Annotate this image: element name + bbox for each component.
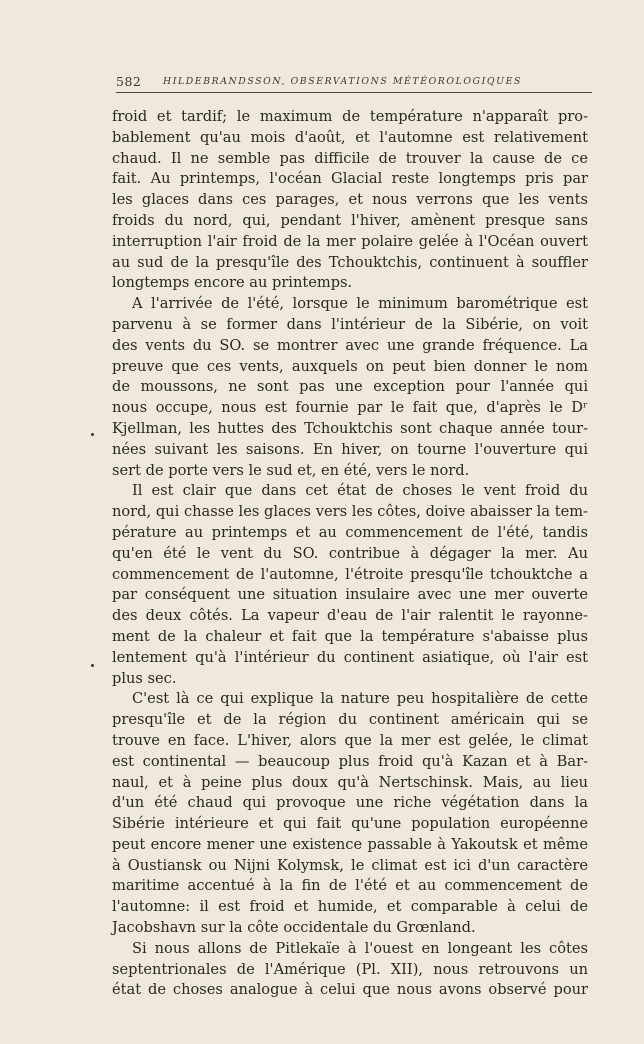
- text-line: est continental — beaucoup plus froid qu'à Kazan et à Bar-: [112, 752, 588, 770]
- text-line: lentement qu'à l'intérieur du continent asiatique, où l'air est: [112, 648, 588, 666]
- header-rule: [116, 92, 592, 93]
- text-line: ment de la chaleur et fait que la température s'abaisse plus: [112, 627, 588, 645]
- margin-mark: [91, 433, 94, 436]
- text-line: interruption l'air froid de la mer polaire gelée à l'Océan ouvert: [112, 232, 588, 250]
- text-line: état de choses analogue à celui que nous avons observé pour: [112, 981, 588, 999]
- text-line: par conséquent une situation insulaire avec une mer ouverte: [112, 586, 588, 604]
- text-line: au sud de la presqu'île des Tchouktchis, continuent à souffler: [112, 253, 588, 271]
- text-line: bablement qu'au mois d'août, et l'automne est relativement: [112, 128, 588, 146]
- page-header: [116, 74, 592, 90]
- text-line: Il est clair que dans cet état de choses le vent froid du: [132, 482, 588, 500]
- text-line: des vents du SO. se montrer avec une grande fréquence. La: [112, 336, 588, 354]
- running-head: HILDEBRANDSSON, OBSERVATIONS MÉTÉOROLOGIQUES: [163, 76, 522, 87]
- text-line: peut encore mener une existence passable à Yakoutsk et même: [112, 835, 588, 853]
- text-line: l'automne: il est froid et humide, et comparable à celui de: [112, 898, 588, 916]
- text-line: froid et tardif; le maximum de température n'apparaît pro-: [112, 108, 588, 125]
- text-line: des deux côtés. La vapeur d'eau de l'air ralentit le rayonne-: [112, 607, 588, 625]
- page-number: 582: [116, 74, 142, 89]
- text-line: sert de porte vers le sud et, en été, vers le nord.: [112, 461, 470, 479]
- text-line: plus sec.: [112, 669, 177, 687]
- text-line: longtemps encore au printemps.: [112, 274, 353, 292]
- text-line: C'est là ce qui explique la nature peu hospitalière de cette: [132, 690, 588, 708]
- text-line: naul, et à peine plus doux qu'à Nertschinsk. Mais, au lieu: [112, 773, 588, 791]
- text-line: Sibérie intérieure et qui fait qu'une population européenne: [112, 815, 588, 833]
- text-line: les glaces dans ces parages, et nous verrons que les vents: [112, 191, 588, 209]
- text-line: nous occupe, nous est fournie par le fait que, d'après le Dʳ: [112, 399, 588, 417]
- text-line: Si nous allons de Pitlekaïe à l'ouest en longeant les côtes: [132, 939, 588, 957]
- text-line: de moussons, ne sont pas une exception pour l'année qui: [112, 378, 588, 396]
- text-line: nord, qui chasse les glaces vers les côtes, doive abaisser la tem-: [112, 503, 588, 521]
- text-line: à Oustiansk ou Nijni Kolymsk, le climat est ici d'un caractère: [112, 856, 588, 874]
- text-line: septentrionales de l'Amérique (Pl. XII), nous retrouvons un: [112, 960, 588, 978]
- text-line: Kjellman, les huttes des Tchouktchis sont chaque année tour-: [112, 419, 588, 437]
- text-line: maritime accentué à la fin de l'été et au commencement de: [112, 877, 588, 895]
- text-line: parvenu à se former dans l'intérieur de la Sibérie, on voit: [112, 315, 588, 333]
- text-line: trouve en face. L'hiver, alors que la mer est gelée, le climat: [112, 731, 588, 749]
- margin-mark: [91, 664, 94, 667]
- text-line: froids du nord, qui, pendant l'hiver, amènent presque sans: [112, 211, 588, 229]
- body-text: [112, 107, 588, 1001]
- text-line: commencement de l'automne, l'étroite presqu'île tchouktche a: [112, 565, 588, 583]
- text-line: nées suivant les saisons. En hiver, on tourne l'ouverture qui: [112, 440, 588, 458]
- text-line: presqu'île et de la région du continent américain qui se: [112, 711, 588, 729]
- text-line: d'un été chaud qui provoque une riche végétation dans la: [112, 794, 588, 812]
- text-line: fait. Au printemps, l'océan Glacial reste longtemps pris par: [112, 170, 588, 188]
- text-line: preuve que ces vents, auxquels on peut bien donner le nom: [112, 357, 588, 375]
- text-line: Jacobshavn sur la côte occidentale du Grœnland.: [112, 919, 476, 937]
- text-line: pérature au printemps et au commencement de l'été, tandis: [112, 523, 588, 541]
- text-line: chaud. Il ne semble pas difficile de trouver la cause de ce: [112, 149, 588, 167]
- text-line: A l'arrivée de l'été, lorsque le minimum barométrique est: [132, 295, 588, 313]
- text-line: qu'en été le vent du SO. contribue à dégager la mer. Au: [112, 544, 588, 562]
